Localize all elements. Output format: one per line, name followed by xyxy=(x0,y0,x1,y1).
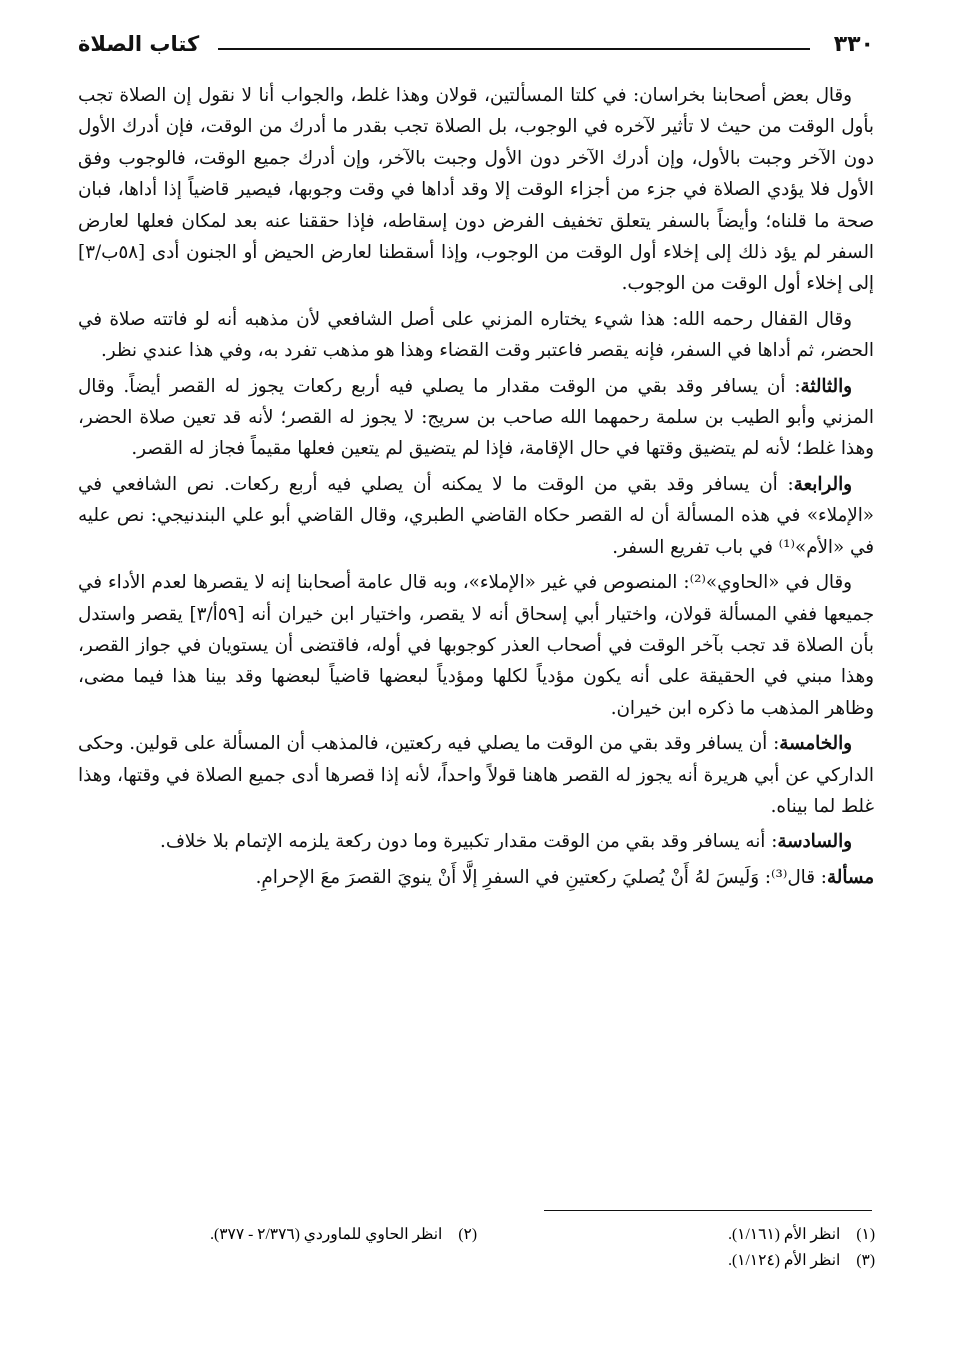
main-text xyxy=(78,80,874,893)
footnote-text: انظر الأم (١/١٦١). xyxy=(728,1226,841,1243)
footnote-text: انظر الأم (١/١٢٤). xyxy=(728,1252,841,1269)
footnote-row xyxy=(79,1222,875,1248)
footnote-2 xyxy=(79,1222,477,1248)
footnote-1 xyxy=(477,1222,875,1248)
paragraph-lead: والخامسة xyxy=(779,733,852,755)
paragraph xyxy=(78,567,874,724)
paragraph xyxy=(78,728,874,822)
paragraph-text: : أنه يسافر وقد بقي من الوقت مقدار تكبيرة وما دون ركعة يلزمه الإتمام بلا خلاف. xyxy=(160,831,778,853)
footnote-number: (١) xyxy=(856,1226,875,1243)
paragraph-text: : أن يسافر وقد بقي من الوقت مقدار ما يصلي فيه أربع ركعات يجوز له القصر أيضاً. وقال المزني وأبو الطيب بن سلمة رحمهما الله صاحب بن سريج: لا يجوز له القصر؛ لأنه قد تعين صلاة الحضر، وهذا غلط؛ لأنه لم يتضيق وقتها في حال الإقامة، فإذا لم يتضيق لم يتعين فعلها مقيماً فجاز له القصر. xyxy=(78,375,874,460)
paragraph-lead: والسادسة xyxy=(777,831,852,853)
paragraph-text: : أن يسافر وقد بقي من الوقت ما لا يمكنه أن يصلي فيه أربع ركعات. نص الشافعي في «الإملاء» في هذه المسألة أن له القصر حكاه القاضي الطبري، وقال القاضي أبو علي البندنيجي: نص عليه في «الأم»⁽¹⁾ في باب تفريع السفر. xyxy=(78,473,874,558)
paragraph-text: وقال بعض أصحابنا بخراسان: في كلتا المسألتين، قولان وهذا غلط، والجواب أنا لا نقول إن الصلاة تجب بأول الوقت من حيث لا تأثير لآخره في الوجوب، بل الصلاة تجب بقدر ما أدرك من الوقت، فإن أدرك الأول دون الآخر وجبت بالأول، وإن أدرك الآخر دون الأول وجبت بالآخر، وإن أدرك جميع الوقت، فالوجوب وفق الأول فلا يؤدي الصلاة في جزء من أجزاء الوقت إلا وقد أداها في وقت وجوبها، فيصير قاضياً إذا أداها، فبان صحة ما قلناه؛ وأيضاً بالسفر يتعلق تخفيف الفرض دون إسقاطه، فإذا حققنا عنه بعد لمكان فعلها لعارض السفر لم يؤد ذلك إلى إخلاء أول الوقت من الوجوب، وإذا أسقطنا لعارض الحيض أو الجنون أدى [٥٨ب/٣] إلى إخلاء أول الوقت من الوجوب. xyxy=(78,85,874,295)
footnote-number: (٣) xyxy=(856,1252,875,1269)
page-header xyxy=(78,30,874,66)
footnote-number: (٢) xyxy=(458,1226,477,1243)
footnote-3 xyxy=(477,1248,875,1274)
book-title: كتاب الصلاة xyxy=(78,32,200,56)
paragraph-text: : أن يسافر وقد بقي من الوقت ما يصلي فيه ركعتين، فالمذهب أن المسألة على قولين. وحكى الداركي عن أبي هريرة أنه يجوز له القصر هاهنا قولاً واحداً، لأنه إذا قصرها أدى جميع الصلاة في وقتها، وهذا غلط لما بيناه. xyxy=(78,733,874,817)
header-rule xyxy=(218,48,810,50)
footnote-text: انظر الحاوي للماوردي (٢/٣٧٦ - ٣٧٧). xyxy=(210,1226,443,1243)
masala-paragraph xyxy=(78,862,874,893)
paragraph xyxy=(78,469,874,563)
paragraph-lead: والثالثة xyxy=(800,375,852,397)
paragraph xyxy=(78,304,874,367)
masala-lead: مسألة xyxy=(826,866,874,888)
paragraph-text: وقال القفال رحمه الله: هذا شيء يختاره المزني على أصل الشافعي لأن مذهبه أنه لو فاتته صلاة في الحضر، ثم أداها في السفر، فإنه يقصر فاعتبر وقت القضاء وهذا هو مذهب تفرد به، وفي هذا عندي نظر. xyxy=(78,308,874,362)
footnotes xyxy=(79,1222,875,1274)
page-number: ٣٣٠ xyxy=(833,32,874,57)
paragraph-text: وقال في «الحاوي»⁽²⁾: المنصوص في غير «الإملاء»، وبه قال عامة أصحابنا إنه لا يقصرها لعدم الأداء في جميعها ففي المسألة قولان، واختيار أبي إسحاق أنه لا يقصر، واختيار ابن خيران أنه [٥٩أ/٣] يقصر واستدل بأن الصلاة قد تجب بآخر الوقت في أصحاب العذر كوجوبها في أوله، فاقتضى أن يستويان في جواز القصر، وهذا مبني في الحقيقة على أنه يكون مؤدياً لكلها ومؤدياً لبعضها قاضياً لبعضها وقد بينا هذا فيما مضى، وظاهر المذهب ما ذكره ابن خيران. xyxy=(78,572,874,719)
page xyxy=(78,30,874,897)
paragraph xyxy=(78,80,874,300)
paragraph xyxy=(78,826,874,857)
footnote-row xyxy=(79,1248,875,1274)
paragraph xyxy=(78,371,874,465)
footnote-rule xyxy=(544,1210,872,1211)
masala-qal: : قال⁽³⁾: xyxy=(759,866,827,888)
paragraph-lead: والرابعة xyxy=(793,473,852,495)
masala-matn: وَلَيسَ لهُ أَنْ يُصليَ ركعتينِ في السفرِ إلَّا أَنْ ينويَ القصرَ معَ الإحرامِ. xyxy=(255,866,760,888)
